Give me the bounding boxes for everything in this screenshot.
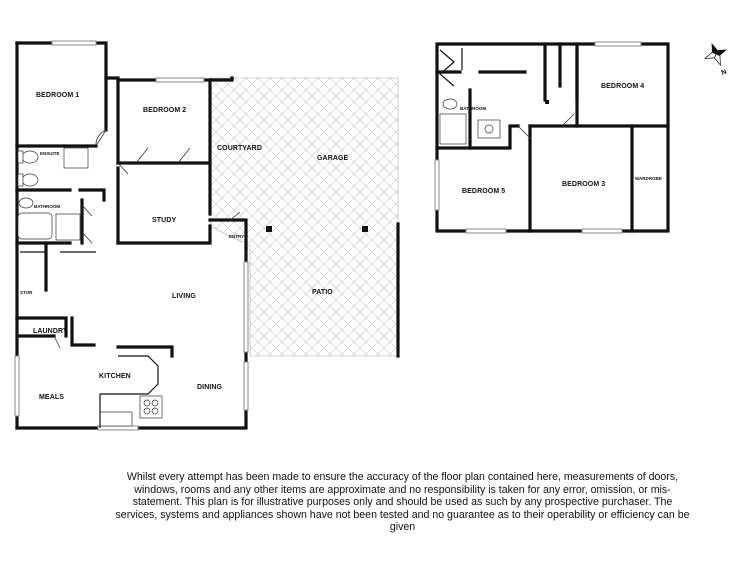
- window-dining: [244, 362, 248, 410]
- door-bedroom1: [96, 130, 106, 146]
- ground-floor: [15, 41, 398, 430]
- label-bathroom-upper: BATHROOM: [460, 106, 487, 111]
- window-kitchen: [98, 426, 138, 430]
- label-bedroom-3: BEDROOM 3: [562, 181, 606, 188]
- window-upper-left: [435, 160, 439, 210]
- compass-icon: [700, 38, 736, 80]
- label-bathroom: BATHROOM: [34, 204, 61, 209]
- door-laundry: [54, 336, 60, 348]
- window-upper-top: [595, 42, 641, 46]
- label-meals: MEALS: [39, 394, 64, 401]
- door-bedroom2: [136, 148, 190, 163]
- label-laundry: LAUNDRY: [33, 328, 68, 335]
- label-bedroom-5: BEDROOM 5: [462, 188, 506, 195]
- label-entry: ENTRY: [229, 234, 245, 239]
- window-meals: [15, 356, 19, 416]
- label-study: STUDY: [152, 217, 177, 224]
- label-bedroom-1: BEDROOM 1: [36, 92, 80, 99]
- label-bedroom-2: BEDROOM 2: [143, 107, 187, 114]
- window-living: [244, 262, 248, 352]
- svg-text:N: N: [720, 68, 728, 78]
- label-stor: STOR: [20, 290, 33, 295]
- upper-floor-walls: [437, 44, 668, 231]
- courtyard-garage-patio-area: [210, 78, 398, 356]
- disclaimer-text: Whilst every attempt has been made to ensure the accuracy of the floor plan contained here, measurements of doors, windows, rooms and any other items are approximate and no responsibility is taken for any error, omission, or mis-statement. This plan is for illustrative purposes only and should be used as such by any prospective purchaser. The services, systems and appliances shown have not been tested and no guarantee as to their operability or efficiency can be given: [115, 471, 690, 534]
- label-patio: PATIO: [312, 289, 333, 296]
- label-kitchen: KITCHEN: [99, 373, 131, 380]
- label-ensuite: ENSUITE: [40, 151, 60, 156]
- label-living: LIVING: [172, 293, 196, 300]
- window-bedroom3: [582, 229, 622, 233]
- label-bedroom-4: BEDROOM 4: [601, 83, 645, 90]
- upper-floor: [435, 42, 668, 233]
- window-bedroom5: [466, 229, 506, 233]
- label-wardrobe: WARDROBE: [635, 176, 662, 181]
- window-bedroom2: [156, 78, 204, 82]
- label-dining: DINING: [197, 384, 223, 391]
- window-bedroom1: [52, 41, 96, 45]
- label-courtyard: COURTYARD: [217, 145, 262, 152]
- label-garage: GARAGE: [317, 155, 349, 162]
- fixtures-upper: [440, 48, 574, 144]
